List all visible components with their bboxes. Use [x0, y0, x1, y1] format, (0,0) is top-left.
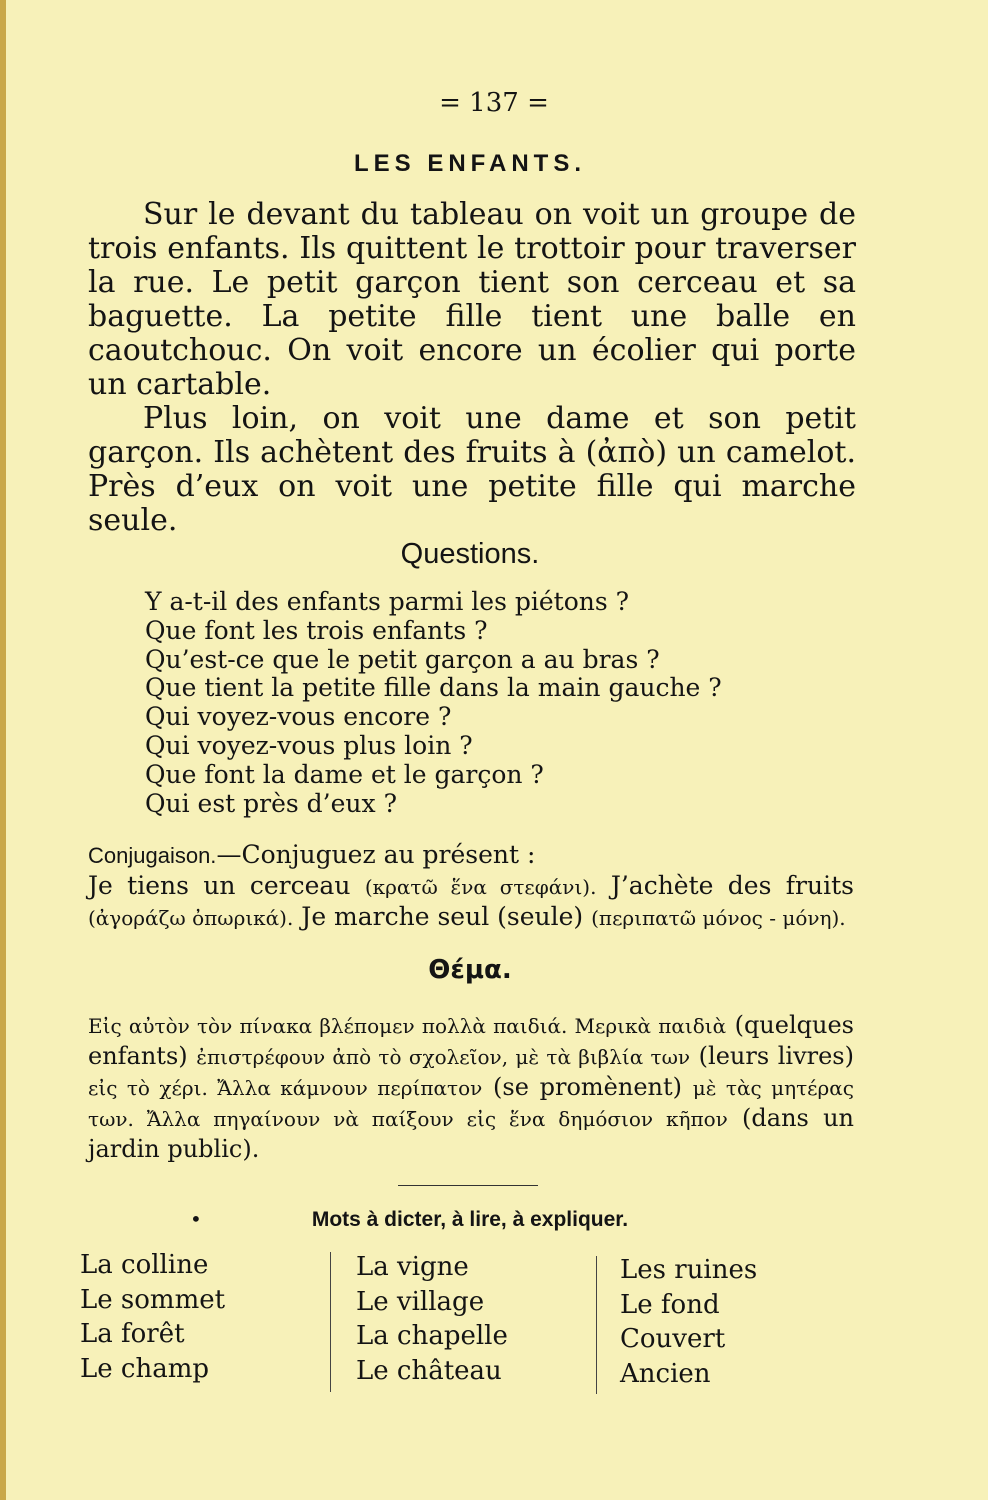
question-item: Que font les trois enfants ? — [145, 615, 488, 645]
word-item: Le village — [356, 1286, 485, 1317]
column-separator — [596, 1256, 597, 1394]
theme-greek-2: ἐπιστρέφουν ἀπὸ τὸ σχολεῖον, μὲ τὰ βιβλία των — [196, 1045, 691, 1069]
conjugation-exercise — [88, 840, 854, 933]
conj-sentence-3: Je marche seul (seule) — [301, 902, 584, 931]
question-item: Y a-t-il des enfants parmi les piétons ? — [145, 587, 630, 616]
theme-french-1: (quelques enfants) — [88, 1011, 854, 1070]
conj-greek-3: (περιπατῶ μόνος - μόνη). — [591, 906, 846, 930]
theme-greek-1: Εἰς αὐτὸν τὸν πίνακα βλέπομεν πολλὰ παιδιά. Μερικὰ παιδιὰ — [88, 1014, 727, 1038]
page-number: = 137 = — [439, 88, 549, 118]
conjugation-instruction: —Conjuguez au présent : — [216, 840, 536, 869]
conj-sentence-1: Je tiens un cerceau — [88, 871, 351, 900]
word-item: Le sommet — [80, 1284, 226, 1315]
word-column-1 — [80, 1248, 225, 1386]
column-separator — [330, 1252, 331, 1392]
word-item: Le château — [356, 1355, 502, 1386]
theme-french-3: (se promènent) — [493, 1073, 682, 1101]
word-item: Ancien — [620, 1358, 711, 1389]
word-item: La chapelle — [356, 1321, 508, 1351]
word-item: La colline — [80, 1250, 209, 1280]
theme-greek-3: εἰς τὸ χέρι. Ἄλλα κάμνουν περίπατον — [88, 1076, 483, 1100]
questions-list — [145, 588, 722, 818]
word-item: La vigne — [356, 1252, 469, 1282]
question-item: Que tient la petite fille dans la main gauche ? — [145, 673, 722, 703]
page-title: LES ENFANTS. — [353, 150, 587, 177]
page-edge — [0, 0, 6, 1500]
theme-french-4: (dans un jardin public). — [88, 1104, 854, 1163]
conj-sentence-2: J’achète des fruits — [610, 871, 854, 900]
reading-text — [88, 198, 856, 538]
theme-heading: Θέμα. — [428, 955, 512, 985]
word-item: Les ruines — [620, 1255, 758, 1285]
theme-greek-4: μὲ τὰς μητέρας των. Ἄλλα πηγαίνουν νὰ παίξουν εἰς ἕνα δημόσιον κῆπον — [88, 1076, 855, 1131]
question-item: Qui est près d’eux ? — [145, 788, 397, 818]
words-heading: Mots à dicter, à lire, à expliquer. — [311, 1208, 629, 1231]
conj-greek-2: (ἀγοράζω ὀπωρικά). — [88, 906, 294, 930]
question-item: Que font la dame et le garçon ? — [145, 759, 544, 789]
question-item: Qui voyez-vous plus loin ? — [145, 730, 473, 760]
word-column-2 — [356, 1250, 508, 1388]
theme-french-2: (leurs livres) — [698, 1042, 854, 1070]
word-item: Le fond — [620, 1289, 720, 1320]
paragraph-1: Sur le devant du tableau on voit un groupe de trois enfants. Ils quittent le trottoir pour traverser la rue. Le petit garçon tient son cerceau et sa baguette. La petite fille tient une balle en caoutchouc. On voit encore un écolier qui porte un cartable. — [88, 197, 856, 402]
word-item: Couvert — [620, 1324, 726, 1354]
question-item: Qu’est-ce que le petit garçon a au bras ? — [145, 644, 660, 674]
word-item: Le champ — [80, 1353, 210, 1384]
conj-greek-1: (κρατῶ ἕνα στεφάνι). — [364, 875, 597, 899]
questions-heading: Questions. — [400, 538, 540, 570]
paragraph-2: Plus loin, on voit une dame et son petit garçon. Ils achètent des fruits à (ἀπὸ) un camelot. Près d’eux on voit une petite fille qui marche seule. — [88, 401, 856, 538]
word-column-3 — [620, 1253, 757, 1391]
section-divider — [398, 1185, 538, 1186]
theme-text — [88, 1010, 854, 1164]
bullet-mark: • — [190, 1207, 202, 1231]
conjugation-label: Conjugaison. — [88, 843, 217, 868]
word-item: La forêt — [80, 1319, 185, 1349]
question-item: Qui voyez-vous encore ? — [145, 702, 452, 732]
